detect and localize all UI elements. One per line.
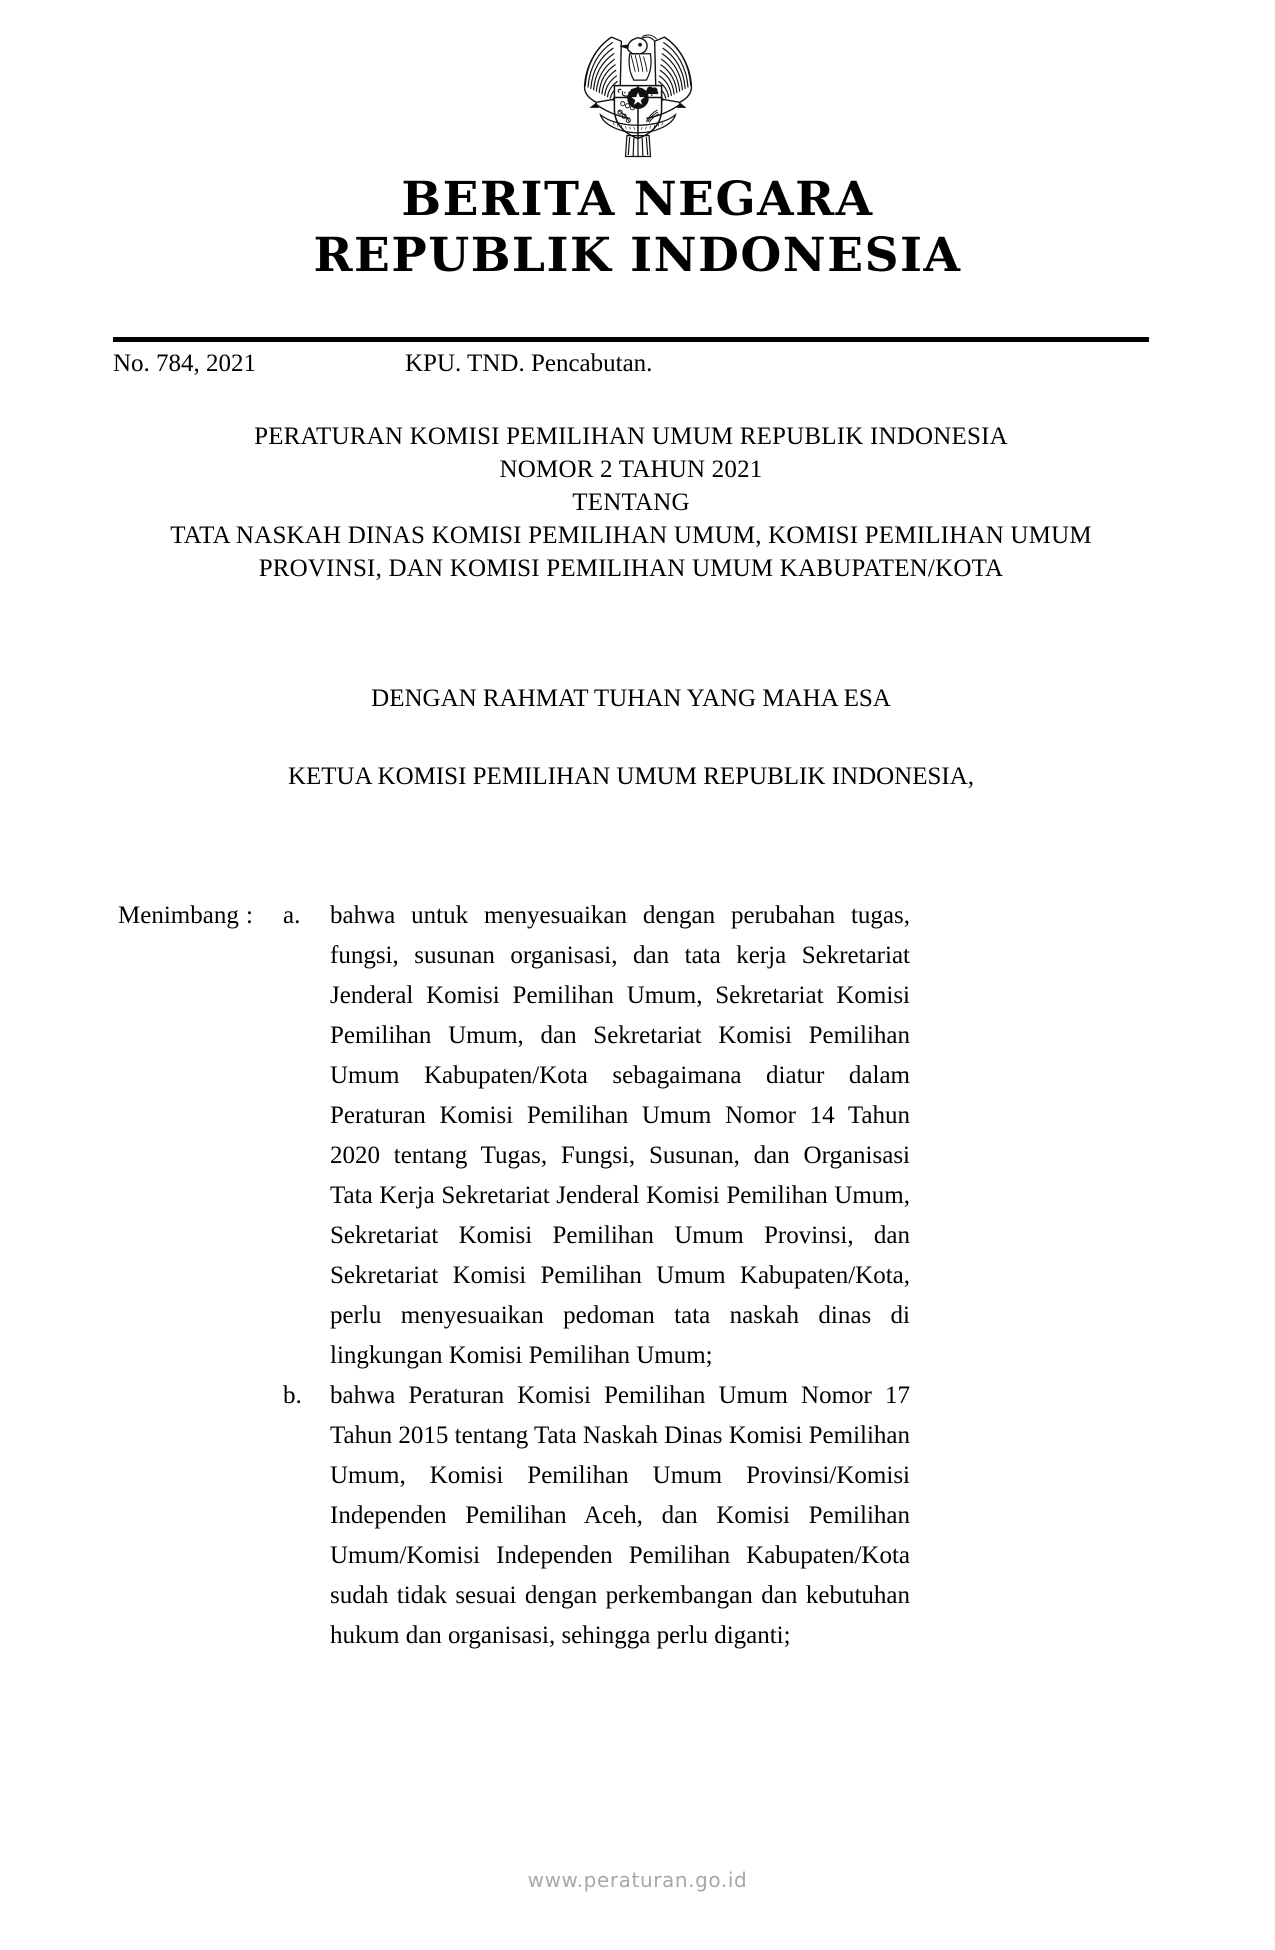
source-watermark: www.peraturan.go.id bbox=[527, 1868, 748, 1892]
gazette-subject: KPU. TND. Pencabutan. bbox=[405, 350, 653, 377]
gazette-number: No. 784, 2021 bbox=[113, 350, 257, 377]
considering-letter-a: a. bbox=[283, 902, 301, 929]
title-line-subject-1: TATA NASKAH DINAS KOMISI PEMILIHAN UMUM, KOMISI PEMILIHAN UMUM bbox=[170, 522, 1092, 549]
footer bbox=[0, 1868, 1275, 1892]
considering-colon: : bbox=[246, 902, 253, 929]
title-line-institution: PERATURAN KOMISI PEMILIHAN UMUM REPUBLIK INDONESIA bbox=[254, 423, 1008, 450]
considering-text-a: bahwa untuk menyesuaikan dengan perubahan tugas, fungsi, susunan organisasi, dan tata kerja Sekretariat Jenderal Komisi Pemilihan Umum, Sekretariat Komisi Pemilihan Umum, dan Sekretariat Komisi Pemilihan Umum Kabupaten/Kota sebagaimana diatur dalam Peraturan Komisi Pemilihan Umum Nomor 14 Tahun 2020 tentang Tugas, Fungsi, Susunan, dan Organisasi Tata Kerja Sekretariat Jenderal Komisi Pemilihan Umum, Sekretariat Komisi Pemilihan Umum Provinsi, dan Sekretariat Komisi Pemilihan Umum Kabupaten/Kota, perlu menyesuaikan pedoman tata naskah dinas di lingkungan Komisi Pemilihan Umum; bbox=[330, 902, 910, 1369]
considering-section bbox=[113, 896, 1149, 1656]
considering-text-b: bahwa Peraturan Komisi Pemilihan Umum Nomor 17 Tahun 2015 tentang Tata Naskah Dinas Komisi Pemilihan Umum, Komisi Pemilihan Umum Provinsi/Komisi Independen Pemilihan Aceh, dan Komisi Pemilihan Umum/Komisi Independen Pemilihan Kabupaten/Kota sudah tidak sesuai dengan perkembangan dan kebutuhan hukum dan organisasi, sehingga perlu diganti; bbox=[330, 1382, 910, 1649]
issuing-authority-line: KETUA KOMISI PEMILIHAN UMUM REPUBLIK INDONESIA, bbox=[287, 763, 975, 790]
title-line-number: NOMOR 2 TAHUN 2021 bbox=[499, 456, 763, 483]
title-line-subject-2: PROVINSI, DAN KOMISI PEMILIHAN UMUM KABUPATEN/KOTA bbox=[258, 555, 1004, 582]
regulation-title-block bbox=[113, 420, 1149, 585]
considering-letter-b: b. bbox=[283, 1382, 302, 1409]
title-line-tentang: TENTANG bbox=[572, 489, 690, 516]
considering-item-a bbox=[113, 896, 1149, 1376]
header-divider bbox=[113, 337, 1149, 342]
masthead bbox=[0, 172, 1275, 284]
considering-label: Menimbang bbox=[118, 902, 239, 929]
header-meta bbox=[113, 348, 1153, 380]
masthead-line-2: REPUBLIK INDONESIA bbox=[313, 228, 962, 283]
emblem-container bbox=[0, 26, 1275, 162]
masthead-line-1: BERITA NEGARA bbox=[401, 172, 874, 227]
invocation-line: DENGAN RAHMAT TUHAN YANG MAHA ESA bbox=[371, 685, 891, 712]
considering-item-b bbox=[113, 1376, 1149, 1656]
garuda-pancasila-emblem bbox=[568, 26, 708, 162]
